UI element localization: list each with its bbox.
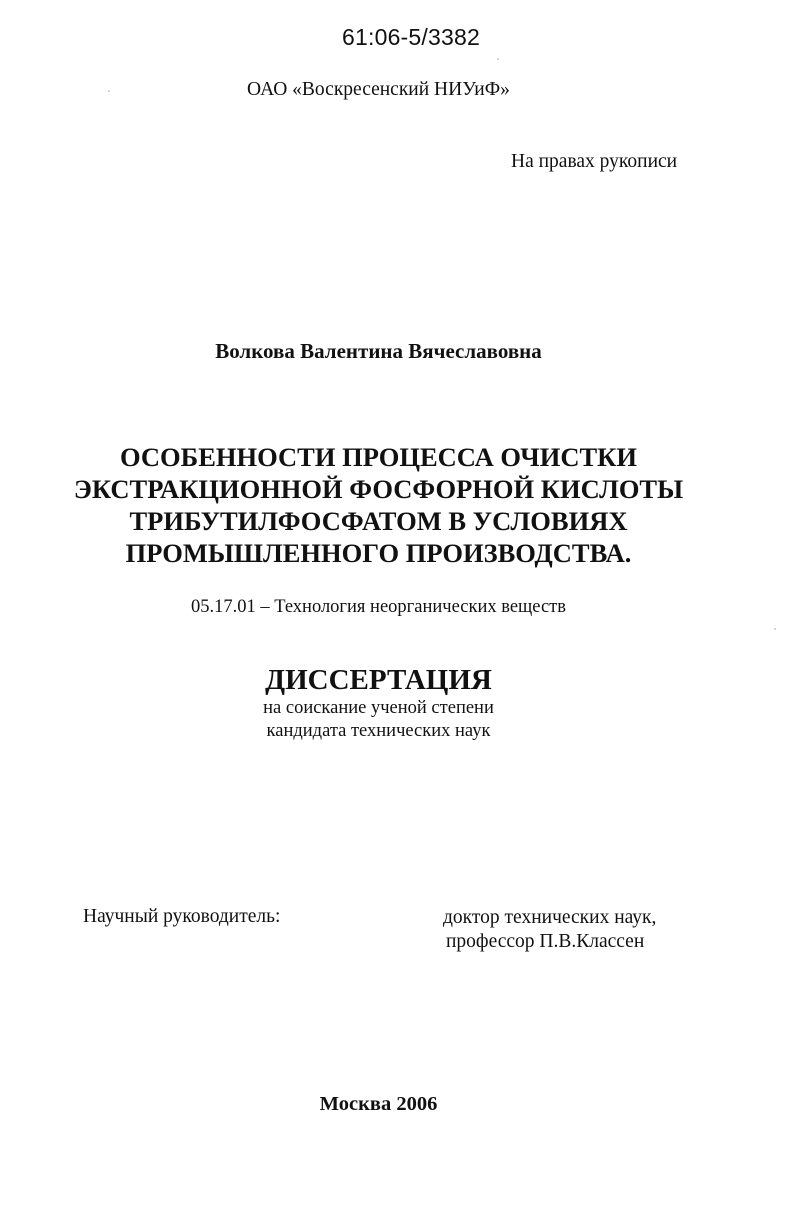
advisor-label: Научный руководитель: xyxy=(83,906,281,927)
document-type-heading: ДИССЕРТАЦИЯ xyxy=(265,664,492,696)
scan-speck xyxy=(774,628,776,630)
degree-description xyxy=(0,697,757,743)
dissertation-title xyxy=(0,441,757,569)
scan-speck xyxy=(108,90,110,92)
title-line: ЭКСТРАКЦИОННОЙ ФОСФОРНОЙ КИСЛОТЫ xyxy=(73,474,684,504)
title-line: ТРИБУТИЛФОСФАТОМ В УСЛОВИЯХ xyxy=(129,506,628,536)
archive-code: 61:06-5/3382 xyxy=(342,24,480,50)
rights-notice: На правах рукописи xyxy=(511,151,678,172)
degree-line: кандидата технических наук xyxy=(266,721,491,741)
scan-speck xyxy=(497,58,499,60)
author-name: Волкова Валентина Вячеславовна xyxy=(215,339,542,363)
degree-line: на соискание ученой степени xyxy=(263,698,494,718)
specialty-code: 05.17.01 – Технология неорганических веществ xyxy=(190,597,567,617)
title-line: ОСОБЕННОСТИ ПРОЦЕССА ОЧИСТКИ xyxy=(119,442,637,472)
city-year: Москва 2006 xyxy=(319,1093,438,1115)
advisor-info xyxy=(443,906,656,954)
advisor-name: профессор П.В.Классен xyxy=(446,931,645,952)
title-line: ПРОМЫШЛЕННОГО ПРОИЗВОДСТВА. xyxy=(125,538,632,568)
organization-name: ОАО «Воскресенский НИУиФ» xyxy=(247,79,510,100)
advisor-degree: доктор технических наук, xyxy=(443,907,657,928)
